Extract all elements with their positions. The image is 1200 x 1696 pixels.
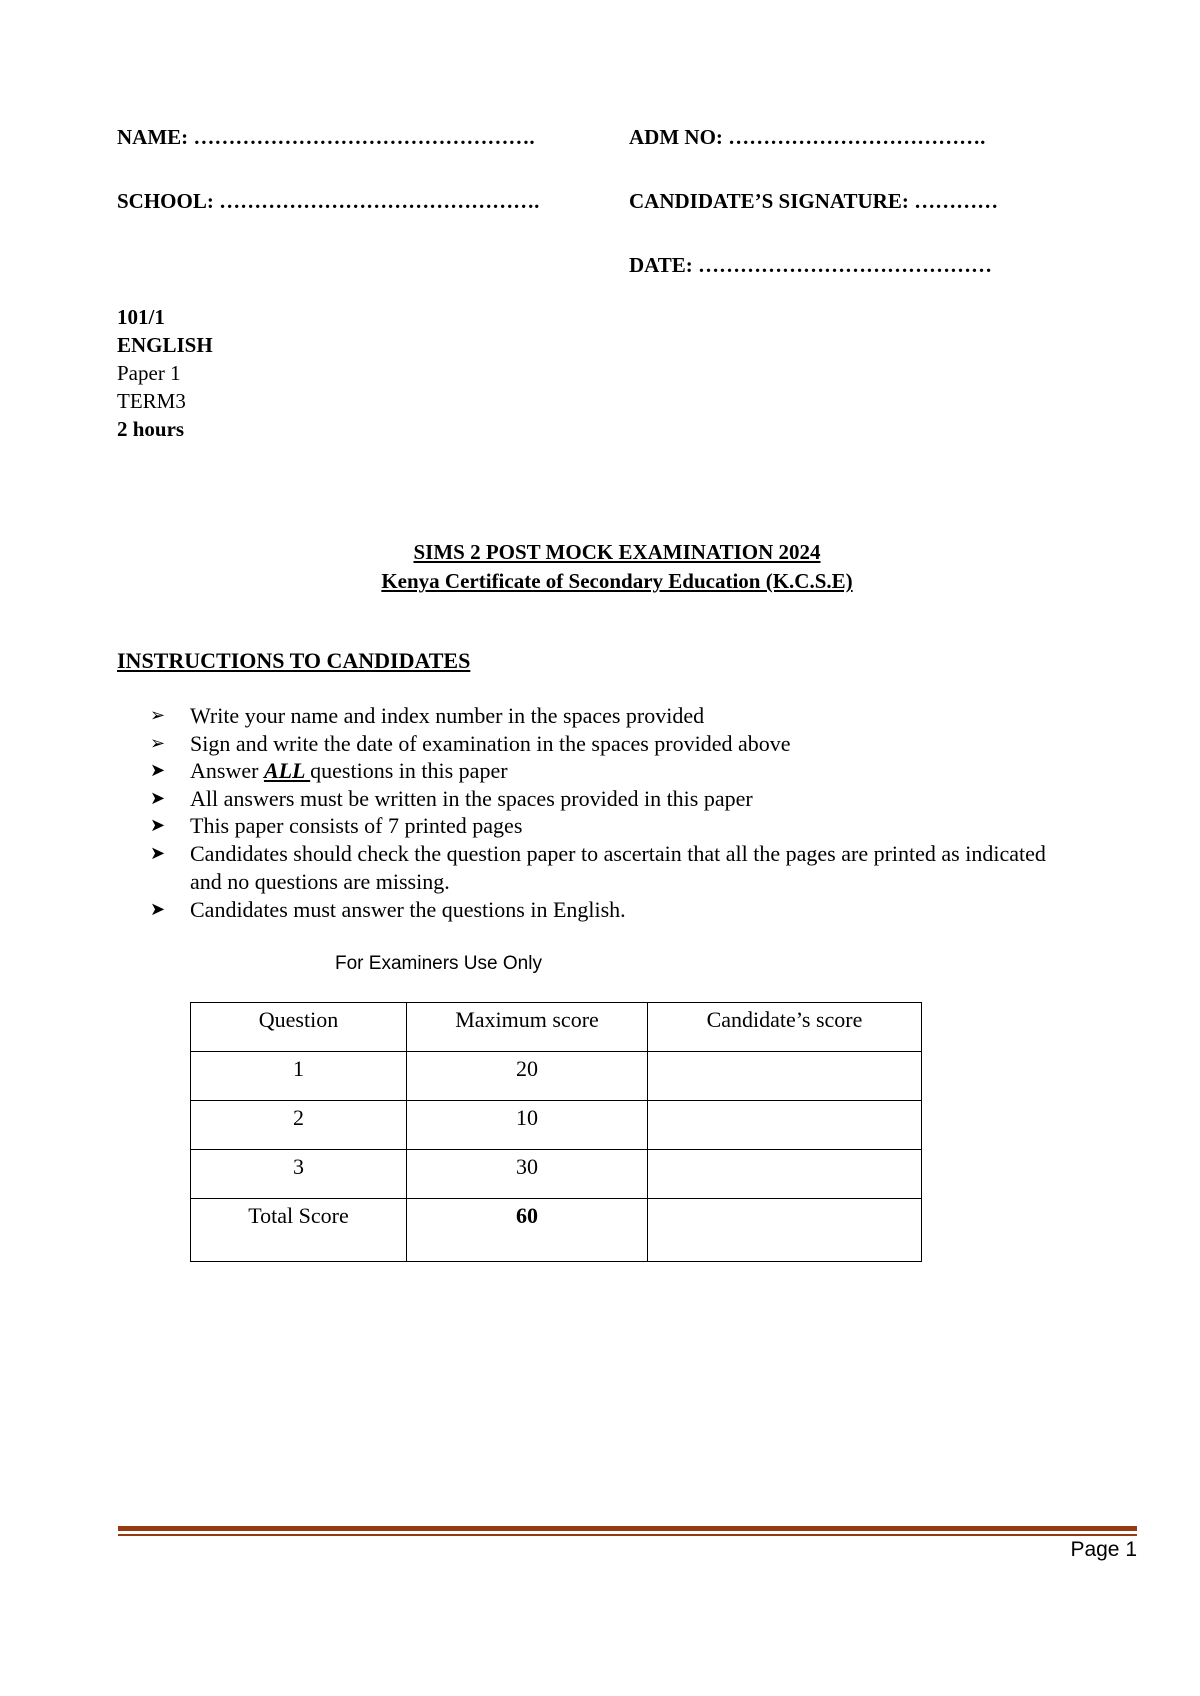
instruction-text-before: Answer [190, 758, 264, 783]
total-label-cell: Total Score [191, 1199, 407, 1262]
instruction-text: Candidates should check the question paper to ascertain that all the pages are printed as indicated and no questions are missing. [190, 841, 1046, 894]
candidate-score-cell[interactable] [648, 1150, 922, 1199]
footer-rule-thick [118, 1526, 1137, 1531]
max-score-cell: 20 [407, 1052, 648, 1101]
total-row [191, 1199, 922, 1262]
arrow-bullet-icon: ➤ [150, 815, 166, 836]
date-field[interactable]: DATE: …………………………………… [629, 253, 993, 277]
arrow-bullet-icon: ➤ [150, 760, 166, 781]
name-field[interactable]: NAME: …………………………………………. [117, 125, 535, 149]
instruction-text: This paper consists of 7 printed pages [190, 813, 523, 838]
instruction-text: Sign and write the date of examination in the spaces provided above [190, 731, 791, 756]
term: TERM3 [117, 389, 186, 413]
instructions-heading: INSTRUCTIONS TO CANDIDATES [117, 648, 471, 673]
instruction-text-after: questions in this paper [310, 758, 508, 783]
total-candidate-score-cell[interactable] [648, 1199, 922, 1262]
column-header: Candidate’s score [648, 1003, 922, 1052]
question-cell: 3 [191, 1150, 407, 1199]
paper-code: 101/1 [117, 305, 165, 329]
arrow-bullet-icon: ➢ [150, 733, 166, 754]
instruction-text [190, 757, 1070, 785]
instruction-text: Candidates must answer the questions in English. [190, 897, 626, 922]
column-header: Maximum score [407, 1003, 648, 1052]
exam-subtitle: Kenya Certificate of Secondary Education (K.C.S.E) [381, 569, 853, 593]
instruction-text: All answers must be written in the spaces provided in this paper [190, 786, 753, 811]
total-max-score-cell: 60 [407, 1199, 648, 1262]
adm-no-field[interactable]: ADM NO: ………………………………. [629, 125, 986, 149]
arrow-bullet-icon: ➢ [150, 705, 166, 726]
table-row [191, 1052, 922, 1101]
max-score-cell: 30 [407, 1150, 648, 1199]
column-header: Question [191, 1003, 407, 1052]
candidate-signature-field[interactable]: CANDIDATE’S SIGNATURE: ………… [629, 189, 999, 213]
arrow-bullet-icon: ➤ [150, 843, 166, 864]
max-score-cell: 10 [407, 1101, 648, 1150]
table-header-row [191, 1003, 922, 1052]
exam-title: SIMS 2 POST MOCK EXAMINATION 2024 [413, 540, 821, 564]
candidate-score-cell[interactable] [648, 1052, 922, 1101]
question-cell: 1 [191, 1052, 407, 1101]
subject: ENGLISH [117, 333, 213, 357]
school-field[interactable]: SCHOOL: ………………………………………. [117, 189, 540, 213]
candidate-score-cell[interactable] [648, 1101, 922, 1150]
paper-number: Paper 1 [117, 361, 181, 385]
arrow-bullet-icon: ➤ [150, 899, 166, 920]
page-number: Page 1 [1070, 1538, 1137, 1561]
question-cell: 2 [191, 1101, 407, 1150]
examiner-score-table [190, 1002, 922, 1262]
arrow-bullet-icon: ➤ [150, 788, 166, 809]
examiner-table-caption: For Examiners Use Only [335, 953, 542, 974]
duration: 2 hours [117, 417, 185, 441]
footer-rule-thin [118, 1534, 1137, 1536]
table-row [191, 1150, 922, 1199]
instruction-text: Write your name and index number in the spaces provided [190, 703, 705, 728]
table-row [191, 1101, 922, 1150]
all-emphasis: ALL [263, 758, 311, 783]
